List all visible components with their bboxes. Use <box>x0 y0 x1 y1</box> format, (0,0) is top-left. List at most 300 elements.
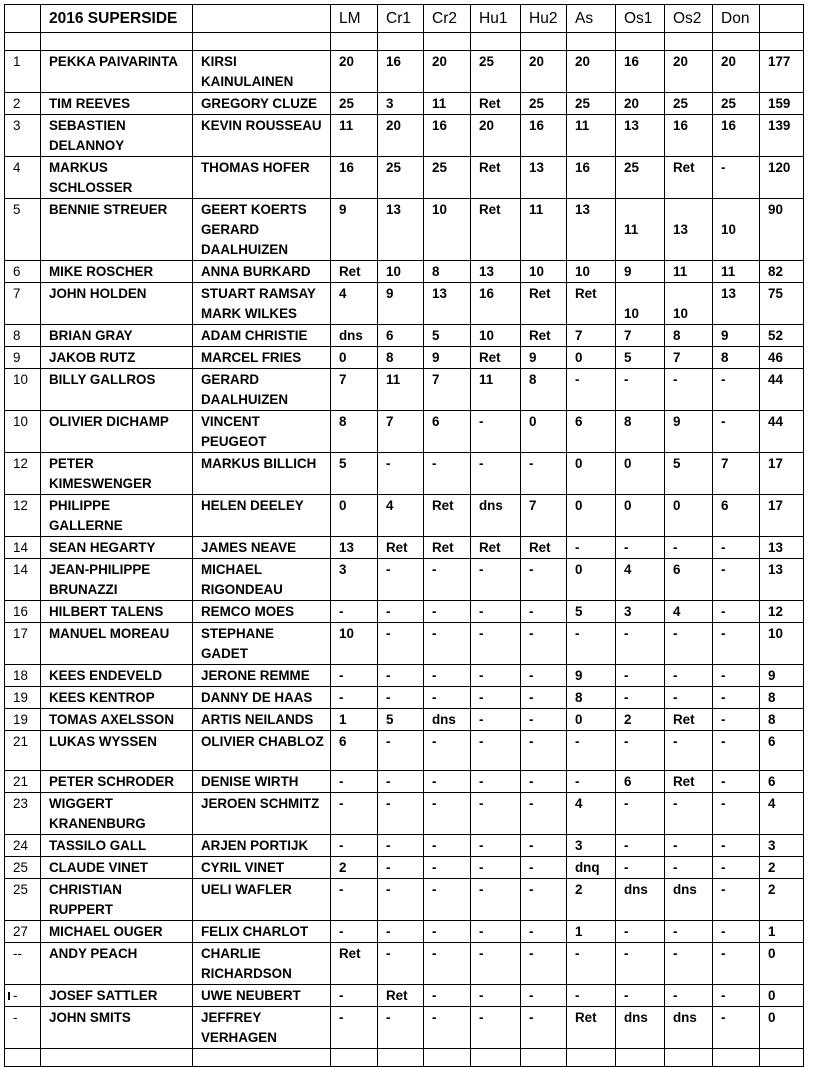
result-cell: dns <box>331 325 378 347</box>
table-row <box>5 731 804 771</box>
total-cell: 13 <box>760 559 804 601</box>
result-cell: - <box>616 537 665 559</box>
passenger-cell: MARCEL FRIES <box>193 347 331 369</box>
table-row <box>5 115 804 157</box>
table-row <box>5 453 804 495</box>
result-cell: 6 <box>713 495 760 537</box>
driver-cell: KEES KENTROP <box>41 687 193 709</box>
spacer-row <box>5 33 804 51</box>
result-cell: - <box>424 687 471 709</box>
result-cell: 10 <box>713 199 760 261</box>
result-cell: 5 <box>424 325 471 347</box>
total-cell: 90 <box>760 199 804 261</box>
driver-cell: PHILIPPE GALLERNE <box>41 495 193 537</box>
result-cell: 20 <box>471 115 521 157</box>
driver-cell: PETER SCHRODER <box>41 771 193 793</box>
result-cell: Ret <box>665 157 713 199</box>
result-cell: Ret <box>331 261 378 283</box>
position-cell: 9 <box>5 347 41 369</box>
result-cell: 3 <box>378 93 424 115</box>
passenger-cell: HELEN DEELEY <box>193 495 331 537</box>
driver-cell: JOHN SMITS <box>41 1007 193 1049</box>
total-cell: 17 <box>760 453 804 495</box>
total-cell: 13 <box>760 537 804 559</box>
result-cell: 1 <box>331 709 378 731</box>
result-cell: 13 <box>616 115 665 157</box>
total-cell: 44 <box>760 411 804 453</box>
result-cell: 6 <box>665 559 713 601</box>
result-cell: 0 <box>567 495 616 537</box>
result-cell: 13 <box>424 283 471 325</box>
table-row <box>5 985 804 1007</box>
result-cell: 25 <box>567 93 616 115</box>
result-cell: 0 <box>521 411 567 453</box>
result-cell: - <box>665 985 713 1007</box>
result-cell: 0 <box>567 453 616 495</box>
position-cell: 7 <box>5 283 41 325</box>
result-cell: 4 <box>378 495 424 537</box>
result-cell: Ret <box>521 283 567 325</box>
result-cell: 4 <box>567 793 616 835</box>
passenger-cell: CHARLIE RICHARDSON <box>193 943 331 985</box>
result-cell: 5 <box>616 347 665 369</box>
result-cell: - <box>331 771 378 793</box>
header-don: Don <box>713 5 760 33</box>
result-cell: 0 <box>616 495 665 537</box>
table-row <box>5 411 804 453</box>
driver-cell: PEKKA PAIVARINTA <box>41 51 193 93</box>
passenger-cell: KIRSI KAINULAINEN <box>193 51 331 93</box>
result-cell: 11 <box>521 199 567 261</box>
result-cell: 7 <box>424 369 471 411</box>
result-cell: - <box>616 665 665 687</box>
result-cell: 20 <box>616 93 665 115</box>
result-cell: 20 <box>331 51 378 93</box>
result-cell: - <box>471 687 521 709</box>
passenger-cell: OLIVIER CHABLOZ <box>193 731 331 771</box>
result-cell: 5 <box>665 453 713 495</box>
result-cell: 2 <box>567 879 616 921</box>
result-cell: 9 <box>567 665 616 687</box>
total-cell: 9 <box>760 665 804 687</box>
result-cell: Ret <box>567 283 616 325</box>
result-cell: - <box>378 793 424 835</box>
result-cell: - <box>521 835 567 857</box>
result-cell: 6 <box>616 771 665 793</box>
result-cell: - <box>331 665 378 687</box>
result-cell: - <box>713 793 760 835</box>
result-cell: 16 <box>713 115 760 157</box>
passenger-cell: FELIX CHARLOT <box>193 921 331 943</box>
result-cell: 5 <box>378 709 424 731</box>
table-row <box>5 879 804 921</box>
total-cell: 0 <box>760 943 804 985</box>
result-cell: 4 <box>665 601 713 623</box>
result-cell: - <box>378 559 424 601</box>
total-cell: 17 <box>760 495 804 537</box>
result-cell: - <box>471 943 521 985</box>
result-cell: 10 <box>616 283 665 325</box>
result-cell: 13 <box>471 261 521 283</box>
total-cell: 2 <box>760 879 804 921</box>
position-cell: 24 <box>5 835 41 857</box>
page-edge-mark <box>8 992 10 1000</box>
result-cell: 16 <box>567 157 616 199</box>
result-cell: 8 <box>424 261 471 283</box>
header-cr1: Cr1 <box>378 5 424 33</box>
result-cell: Ret <box>331 943 378 985</box>
total-cell: 6 <box>760 771 804 793</box>
driver-cell: BILLY GALLROS <box>41 369 193 411</box>
table-row <box>5 559 804 601</box>
passenger-cell: MARKUS BILLICH <box>193 453 331 495</box>
result-cell: - <box>424 623 471 665</box>
result-cell: - <box>521 731 567 771</box>
driver-cell: TIM REEVES <box>41 93 193 115</box>
passenger-cell: VINCENT PEUGEOT <box>193 411 331 453</box>
result-cell: - <box>616 687 665 709</box>
position-cell: 21 <box>5 771 41 793</box>
result-cell: 20 <box>424 51 471 93</box>
header-os2: Os2 <box>665 5 713 33</box>
result-cell: Ret <box>471 199 521 261</box>
result-cell: Ret <box>665 771 713 793</box>
result-cell: 7 <box>378 411 424 453</box>
result-cell: - <box>665 731 713 771</box>
result-cell: - <box>331 879 378 921</box>
driver-cell: BRIAN GRAY <box>41 325 193 347</box>
position-cell: 6 <box>5 261 41 283</box>
result-cell: 0 <box>665 495 713 537</box>
total-cell: 46 <box>760 347 804 369</box>
position-cell: 23 <box>5 793 41 835</box>
result-cell: Ret <box>424 537 471 559</box>
result-cell: - <box>665 687 713 709</box>
table-row <box>5 857 804 879</box>
passenger-cell: ARJEN PORTIJK <box>193 835 331 857</box>
result-cell: - <box>471 453 521 495</box>
result-cell: - <box>521 665 567 687</box>
position-cell: 1 <box>5 51 41 93</box>
result-cell: - <box>424 453 471 495</box>
result-cell: - <box>665 793 713 835</box>
result-cell: 16 <box>331 157 378 199</box>
result-cell: - <box>471 857 521 879</box>
result-cell: - <box>567 537 616 559</box>
table-row <box>5 1007 804 1049</box>
position-cell: 10 <box>5 411 41 453</box>
driver-cell: CLAUDE VINET <box>41 857 193 879</box>
driver-cell: JAKOB RUTZ <box>41 347 193 369</box>
driver-cell: LUKAS WYSSEN <box>41 731 193 771</box>
passenger-cell: REMCO MOES <box>193 601 331 623</box>
table-row <box>5 921 804 943</box>
total-cell: 1 <box>760 921 804 943</box>
passenger-cell: DENISE WIRTH <box>193 771 331 793</box>
result-cell: - <box>713 1007 760 1049</box>
result-cell: - <box>424 985 471 1007</box>
passenger-cell: ANNA BURKARD <box>193 261 331 283</box>
driver-cell: SEAN HEGARTY <box>41 537 193 559</box>
result-cell: - <box>713 771 760 793</box>
result-cell: 9 <box>616 261 665 283</box>
passenger-cell: GERARD DAALHUIZEN <box>193 369 331 411</box>
result-cell: 13 <box>331 537 378 559</box>
result-cell: - <box>471 411 521 453</box>
result-cell: 16 <box>521 115 567 157</box>
result-cell: - <box>471 771 521 793</box>
result-cell: - <box>713 411 760 453</box>
position-cell: 10 <box>5 369 41 411</box>
passenger-cell: JEROEN SCHMITZ <box>193 793 331 835</box>
result-cell: 5 <box>567 601 616 623</box>
passenger-cell: THOMAS HOFER <box>193 157 331 199</box>
result-cell: 4 <box>616 559 665 601</box>
header-hu2: Hu2 <box>521 5 567 33</box>
result-cell: 10 <box>567 261 616 283</box>
passenger-cell: GEERT KOERTS GERARD DAALHUIZEN <box>193 199 331 261</box>
result-cell: - <box>713 623 760 665</box>
result-cell: 13 <box>521 157 567 199</box>
result-cell: 9 <box>331 199 378 261</box>
result-cell: - <box>331 687 378 709</box>
result-cell: 0 <box>616 453 665 495</box>
table-row <box>5 495 804 537</box>
result-cell: Ret <box>471 93 521 115</box>
table-row <box>5 157 804 199</box>
position-cell: 17 <box>5 623 41 665</box>
result-cell: dns <box>616 1007 665 1049</box>
result-cell: - <box>471 601 521 623</box>
driver-cell: JOSEF SATTLER <box>41 985 193 1007</box>
driver-cell: PETER KIMESWENGER <box>41 453 193 495</box>
result-cell: 20 <box>665 51 713 93</box>
result-cell: 9 <box>521 347 567 369</box>
result-cell: dns <box>665 879 713 921</box>
result-cell: 11 <box>424 93 471 115</box>
result-cell: - <box>713 731 760 771</box>
passenger-cell: CYRIL VINET <box>193 857 331 879</box>
result-cell: dnq <box>567 857 616 879</box>
passenger-cell: MICHAEL RIGONDEAU <box>193 559 331 601</box>
passenger-cell: UWE NEUBERT <box>193 985 331 1007</box>
result-cell: 16 <box>378 51 424 93</box>
result-cell: 4 <box>331 283 378 325</box>
total-cell: 120 <box>760 157 804 199</box>
result-cell: - <box>521 921 567 943</box>
result-cell: - <box>471 709 521 731</box>
result-cell: Ret <box>378 985 424 1007</box>
result-cell: - <box>567 731 616 771</box>
result-cell: 0 <box>331 495 378 537</box>
result-cell: - <box>424 921 471 943</box>
result-cell: 13 <box>713 283 760 325</box>
result-cell: - <box>471 835 521 857</box>
result-cell: - <box>471 879 521 921</box>
passenger-cell: ARTIS NEILANDS <box>193 709 331 731</box>
result-cell: 6 <box>378 325 424 347</box>
position-cell: 27 <box>5 921 41 943</box>
result-cell: - <box>331 601 378 623</box>
total-cell: 2 <box>760 857 804 879</box>
result-cell: 25 <box>424 157 471 199</box>
driver-cell: CHRISTIAN RUPPERT <box>41 879 193 921</box>
result-cell: - <box>424 601 471 623</box>
table-row <box>5 199 804 261</box>
header-row <box>5 5 804 33</box>
driver-cell: WIGGERT KRANENBURG <box>41 793 193 835</box>
passenger-cell: KEVIN ROUSSEAU <box>193 115 331 157</box>
result-cell: 7 <box>616 325 665 347</box>
result-cell: 7 <box>567 325 616 347</box>
result-cell: - <box>424 731 471 771</box>
result-cell: - <box>616 985 665 1007</box>
result-cell: 8 <box>331 411 378 453</box>
result-cell: - <box>713 943 760 985</box>
result-cell: 11 <box>378 369 424 411</box>
header-hu1: Hu1 <box>471 5 521 33</box>
result-cell: 0 <box>331 347 378 369</box>
result-cell: - <box>665 943 713 985</box>
result-cell: 10 <box>424 199 471 261</box>
result-cell: 11 <box>713 261 760 283</box>
driver-cell: TASSILO GALL <box>41 835 193 857</box>
total-cell: 177 <box>760 51 804 93</box>
result-cell: - <box>331 921 378 943</box>
table-row <box>5 261 804 283</box>
result-cell: 13 <box>567 199 616 261</box>
position-cell: 19 <box>5 709 41 731</box>
driver-cell: JEAN-PHILIPPE BRUNAZZI <box>41 559 193 601</box>
result-cell: 11 <box>665 261 713 283</box>
result-cell: 6 <box>331 731 378 771</box>
position-cell: 16 <box>5 601 41 623</box>
header-as: As <box>567 5 616 33</box>
table-title: 2016 SUPERSIDE <box>41 5 193 33</box>
table-row <box>5 369 804 411</box>
header-passenger-cell <box>193 5 331 33</box>
table-row <box>5 93 804 115</box>
result-cell: 25 <box>665 93 713 115</box>
table-row <box>5 943 804 985</box>
result-cell: 8 <box>616 411 665 453</box>
result-cell: - <box>424 879 471 921</box>
result-cell: - <box>616 369 665 411</box>
result-cell: - <box>616 731 665 771</box>
total-cell: 3 <box>760 835 804 857</box>
result-cell: - <box>521 687 567 709</box>
total-cell: 0 <box>760 985 804 1007</box>
result-cell: Ret <box>471 157 521 199</box>
result-cell: - <box>378 1007 424 1049</box>
header-pos-cell <box>5 5 41 33</box>
result-cell: - <box>616 857 665 879</box>
result-cell: - <box>424 1007 471 1049</box>
result-cell: - <box>521 879 567 921</box>
result-cell: - <box>567 771 616 793</box>
result-cell: - <box>616 943 665 985</box>
result-cell: - <box>616 793 665 835</box>
result-cell: - <box>713 835 760 857</box>
driver-cell: ANDY PEACH <box>41 943 193 985</box>
result-cell: - <box>713 857 760 879</box>
result-cell: - <box>424 771 471 793</box>
result-cell: 9 <box>424 347 471 369</box>
result-cell: - <box>521 771 567 793</box>
result-cell: dns <box>424 709 471 731</box>
result-cell: - <box>471 985 521 1007</box>
result-cell: - <box>424 665 471 687</box>
result-cell: - <box>665 665 713 687</box>
result-cell: Ret <box>521 325 567 347</box>
passenger-cell: UELI WAFLER <box>193 879 331 921</box>
position-cell: 3 <box>5 115 41 157</box>
total-cell: 0 <box>760 1007 804 1049</box>
table-row <box>5 325 804 347</box>
passenger-cell: ADAM CHRISTIE <box>193 325 331 347</box>
total-cell: 12 <box>760 601 804 623</box>
result-cell: - <box>567 985 616 1007</box>
driver-cell: BENNIE STREUER <box>41 199 193 261</box>
result-cell: Ret <box>378 537 424 559</box>
result-cell: - <box>616 921 665 943</box>
result-cell: - <box>521 943 567 985</box>
header-lm: LM <box>331 5 378 33</box>
total-cell: 44 <box>760 369 804 411</box>
result-cell: - <box>378 879 424 921</box>
table-row <box>5 283 804 325</box>
table-row <box>5 601 804 623</box>
header-total-cell <box>760 5 804 33</box>
result-cell: - <box>424 857 471 879</box>
result-cell: 20 <box>378 115 424 157</box>
result-cell: - <box>378 921 424 943</box>
result-cell: 10 <box>521 261 567 283</box>
result-cell: - <box>521 623 567 665</box>
result-cell: - <box>471 731 521 771</box>
table-row <box>5 665 804 687</box>
result-cell: - <box>713 601 760 623</box>
result-cell: - <box>713 537 760 559</box>
result-cell: - <box>713 709 760 731</box>
result-cell: 1 <box>567 921 616 943</box>
position-cell: 25 <box>5 879 41 921</box>
result-cell: - <box>665 921 713 943</box>
result-cell: - <box>471 1007 521 1049</box>
result-cell: dns <box>616 879 665 921</box>
result-cell: 9 <box>378 283 424 325</box>
result-cell: - <box>471 559 521 601</box>
position-cell: 21 <box>5 731 41 771</box>
result-cell: - <box>521 709 567 731</box>
result-cell: 9 <box>713 325 760 347</box>
result-cell: - <box>331 1007 378 1049</box>
passenger-cell: JERONE REMME <box>193 665 331 687</box>
result-cell: 3 <box>331 559 378 601</box>
driver-cell: MICHAEL OUGER <box>41 921 193 943</box>
results-table <box>4 4 804 1067</box>
driver-cell: MANUEL MOREAU <box>41 623 193 665</box>
result-cell: - <box>521 559 567 601</box>
result-cell: - <box>567 369 616 411</box>
result-cell: - <box>713 879 760 921</box>
result-cell: - <box>665 369 713 411</box>
passenger-cell: JAMES NEAVE <box>193 537 331 559</box>
position-cell: 4 <box>5 157 41 199</box>
result-cell: dns <box>471 495 521 537</box>
result-cell: - <box>424 835 471 857</box>
result-cell: - <box>378 835 424 857</box>
